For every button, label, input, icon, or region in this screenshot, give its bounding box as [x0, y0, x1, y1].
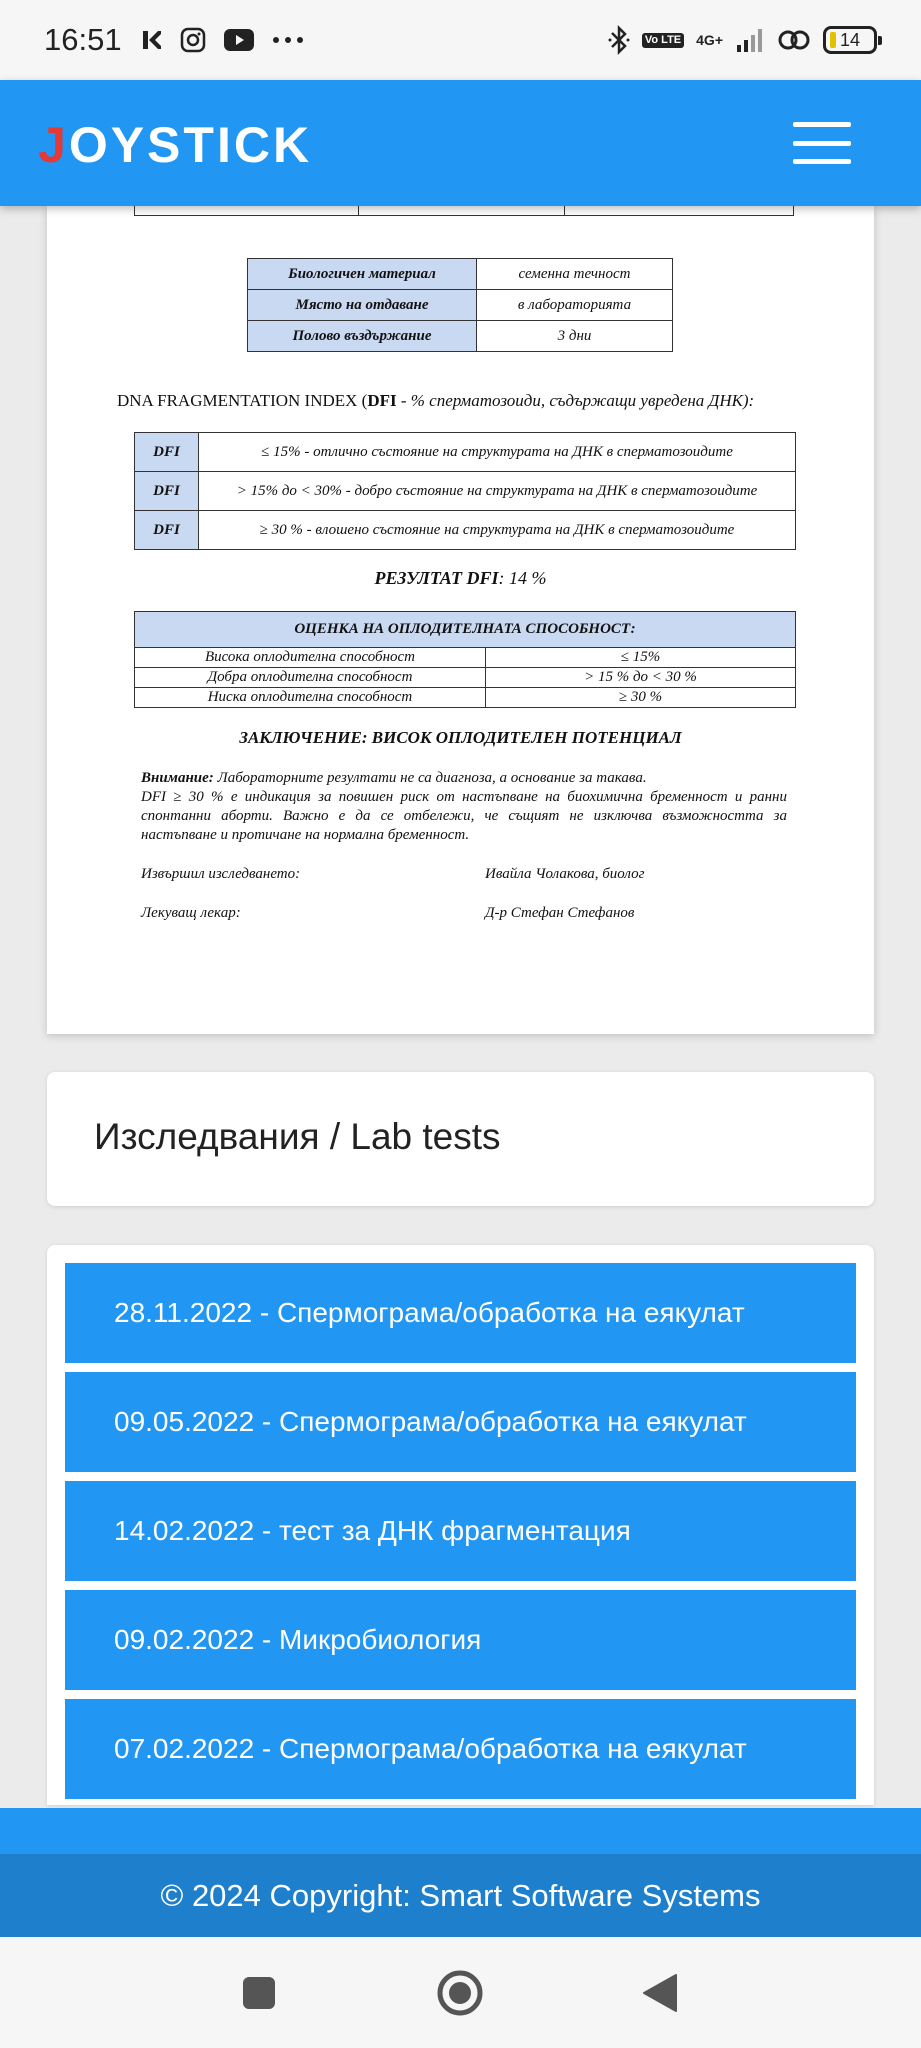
lab-tests-title: Изследвания / Lab tests [94, 1116, 501, 1157]
youtube-icon [224, 29, 254, 51]
menu-icon[interactable] [793, 122, 851, 164]
dfi-result: РЕЗУЛТАТ DFI: 14 % [374, 568, 547, 588]
bio-label: Място на отдаване [248, 290, 477, 321]
dfi-reference-table [134, 432, 796, 550]
battery-level: 14 [840, 29, 861, 50]
footer-band [0, 1808, 921, 1854]
bio-value: семенна течност [477, 259, 673, 290]
footer-copyright: © 2024 Copyright: Smart Software Systems [0, 1854, 921, 1937]
dfi-label: DFI [135, 511, 199, 550]
recent-apps-button[interactable] [209, 1937, 309, 2048]
assessment-value: ≤ 15% [486, 648, 796, 668]
more-notifications-icon [272, 36, 304, 44]
status-bar [0, 0, 921, 80]
dfi-label: DFI [135, 433, 199, 472]
bio-value: 3 дни [477, 321, 673, 352]
assessment-value: > 15 % до < 30 % [486, 668, 796, 688]
system-nav-bar [0, 1937, 921, 2048]
sample-info-table [247, 258, 673, 352]
dfi-text: ≤ 15% - отлично състояние на структурата на ДНК в сперматозоидите [199, 433, 796, 472]
performed-by-value: Ивайла Чолакова, биолог [485, 866, 645, 882]
lab-test-item[interactable]: 09.02.2022 - Микробиология [65, 1590, 856, 1690]
assessment-value: ≥ 30 % [486, 688, 796, 708]
assessment-label: Ниска оплодителна способност [135, 688, 486, 708]
clock: 16:51 [44, 22, 122, 57]
assessment-header: ОЦЕНКА НА ОПЛОДИТЕЛНАТА СПОСОБНОСТ: [135, 612, 796, 648]
assessment-label: Висока оплодителна способност [135, 648, 486, 668]
k-app-icon [140, 29, 162, 51]
bio-label: Полово въздържание [248, 321, 477, 352]
lab-test-item[interactable]: 07.02.2022 - Спермограма/обработка на еякулат [65, 1699, 856, 1799]
app-header [0, 80, 921, 206]
lab-tests-list [47, 1245, 874, 1805]
square-icon [242, 1976, 276, 2010]
attention-note: Внимание: Лабораторните резултати не са диагноза, а основание за такава. DFI ≥ 30 % е индикация за повишен риск от настъпване на биохимична бременност и ранни спонтанни аборти. Важно е да се отбележи, че същият не изключва възможността за настъпване и протичане на нормална бременност. [141, 770, 787, 843]
doctor-value: Д-р Стефан Стефанов [485, 905, 635, 921]
signal-icon [735, 27, 765, 53]
bio-value: в лабораторията [477, 290, 673, 321]
home-circle-icon [436, 1969, 484, 2017]
volte-badge: Vo LTE [642, 33, 684, 48]
bio-label: Биологичен материал [248, 259, 477, 290]
lab-test-item[interactable]: 09.05.2022 - Спермограма/обработка на еякулат [65, 1372, 856, 1472]
sync-link-icon [777, 27, 811, 53]
joystick-logo[interactable]: JOYSTICK [38, 117, 313, 173]
back-triangle-icon [642, 1973, 678, 2013]
dfi-label: DFI [135, 472, 199, 511]
previous-table-bottom [134, 206, 794, 216]
lab-test-item[interactable]: 14.02.2022 - тест за ДНК фрагментация [65, 1481, 856, 1581]
network-type: 4G+ [696, 32, 723, 48]
doctor-label: Лекуващ лекар: [141, 905, 241, 921]
lab-report-document [47, 206, 874, 1034]
back-button[interactable] [610, 1937, 710, 2048]
dfi-title: DNA FRAGMENTATION INDEX (DFI - % сперматозоиди, съдържащи увредена ДНК): [117, 391, 755, 410]
battery-icon [823, 26, 877, 54]
home-button[interactable] [410, 1937, 510, 2048]
instagram-icon [180, 27, 206, 53]
dfi-text: > 15% до < 30% - добро състояние на структурата на ДНК в сперматозоидите [199, 472, 796, 511]
dfi-text: ≥ 30 % - влошено състояние на структурата на ДНК в сперматозоидите [199, 511, 796, 550]
assessment-label: Добра оплодителна способност [135, 668, 486, 688]
bluetooth-icon [608, 24, 630, 56]
lab-tests-card [47, 1072, 874, 1206]
fertility-assessment-table [134, 611, 796, 708]
lab-test-item[interactable]: 28.11.2022 - Спермограма/обработка на еякулат [65, 1263, 856, 1363]
performed-by-label: Извършил изследването: [141, 866, 301, 882]
conclusion: ЗАКЛЮЧЕНИЕ: ВИСОК ОПЛОДИТЕЛЕН ПОТЕНЦИАЛ [239, 728, 682, 747]
